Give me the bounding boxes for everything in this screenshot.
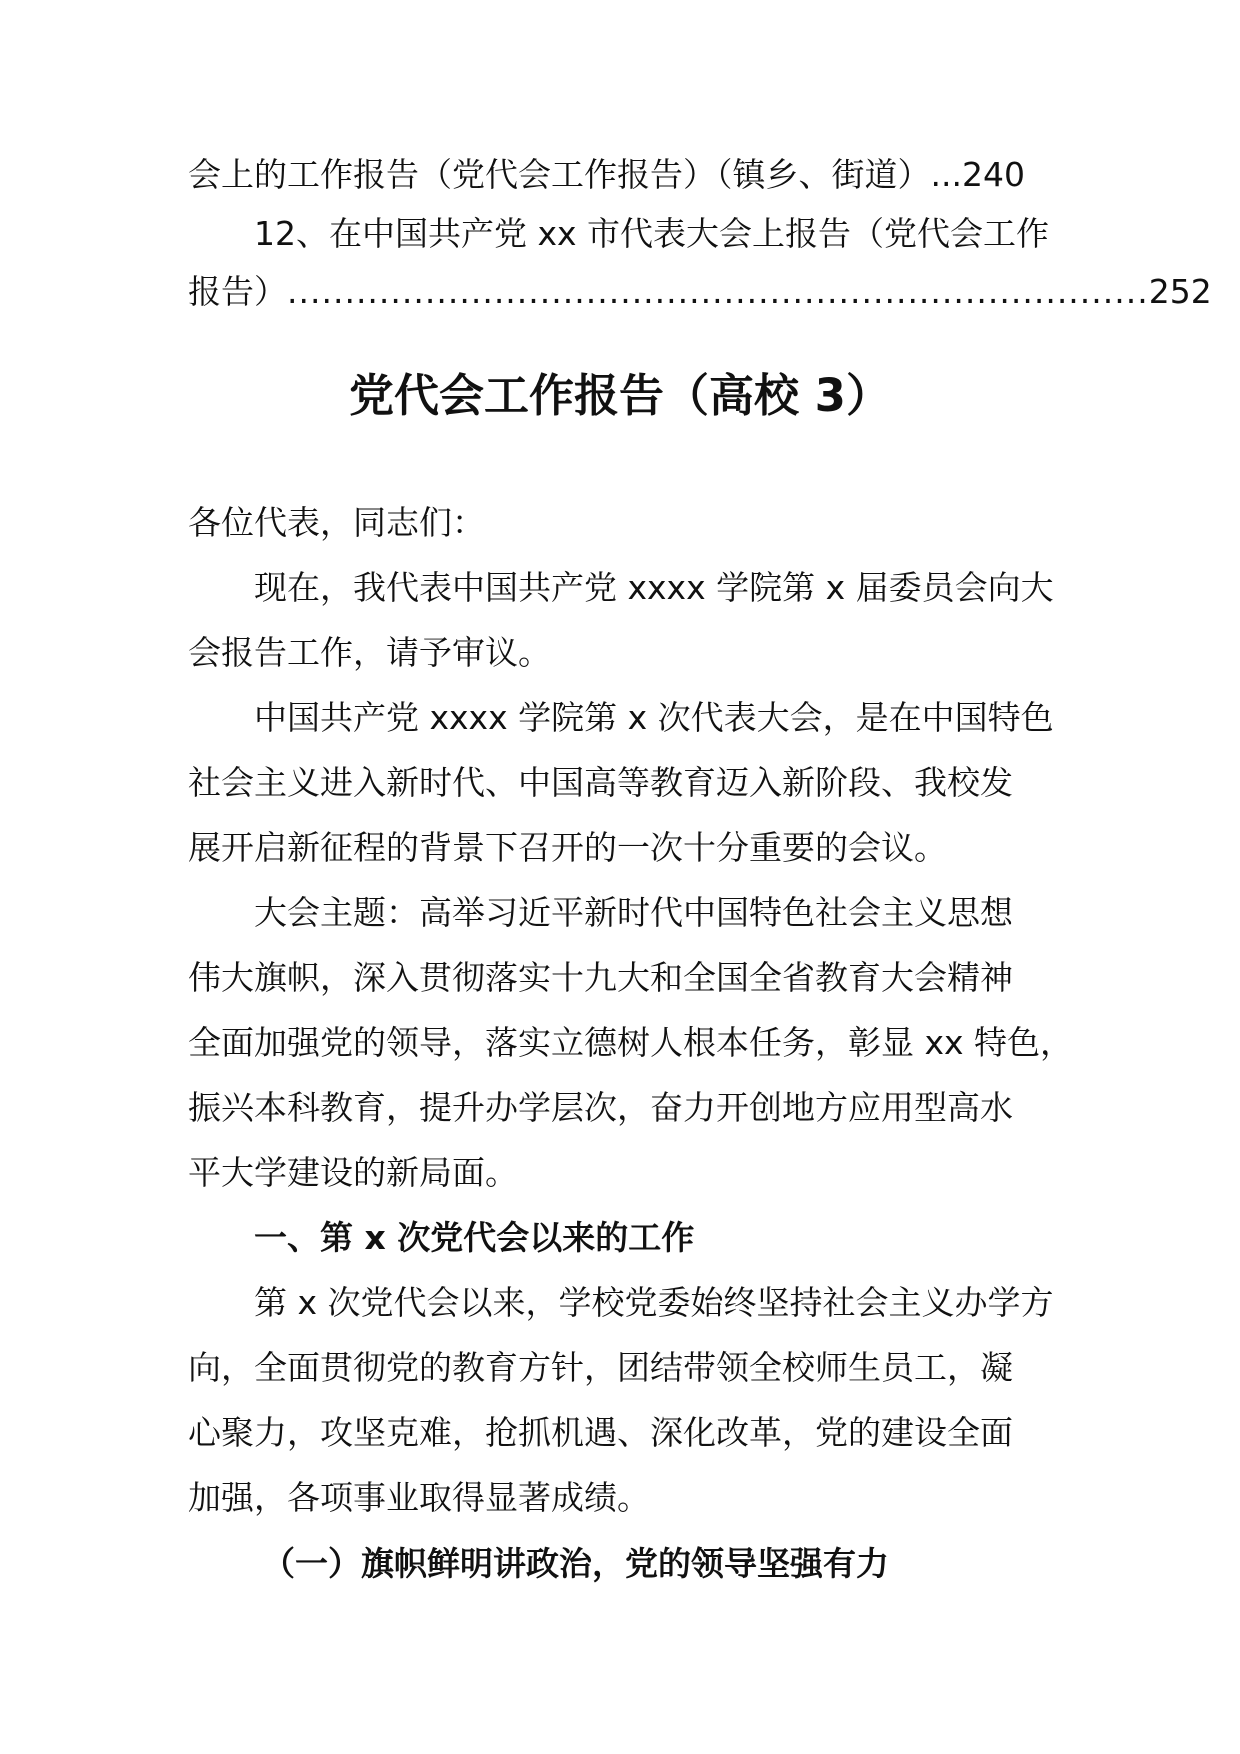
paragraph-3-line-2: 伟大旗帜，深入贯彻落实十九大和全国全省教育大会精神 xyxy=(188,958,1013,997)
paragraph-2-line-1: 中国共产党 xxxx 学院第 x 次代表大会，是在中国特色 xyxy=(254,698,1054,737)
toc-entry-11-leader: ... xyxy=(930,155,962,194)
paragraph-2-line-3: 展开启新征程的背景下召开的一次十分重要的会议。 xyxy=(188,828,947,867)
paragraph-3-line-5: 平大学建设的新局面。 xyxy=(188,1153,518,1192)
paragraph-3-line-4: 振兴本科教育，提升办学层次，奋力开创地方应用型高水 xyxy=(188,1088,1013,1127)
toc-entry-11[interactable] xyxy=(188,153,1054,197)
toc-entry-11-page: 240 xyxy=(961,155,1025,194)
toc-entry-12-text: 报告） xyxy=(188,272,287,311)
paragraph-4-line-2: 向，全面贯彻党的教育方针，团结带领全校师生员工，凝 xyxy=(188,1348,1013,1387)
salutation: 各位代表，同志们： xyxy=(188,503,485,542)
document-title: 党代会工作报告（高校 3） xyxy=(349,369,891,422)
section-heading-1: 一、第 x 次党代会以来的工作 xyxy=(254,1218,695,1257)
paragraph-4-line-1: 第 x 次党代会以来，学校党委始终坚持社会主义办学方 xyxy=(254,1283,1054,1322)
paragraph-3-line-3: 全面加强党的领导，落实立德树人根本任务，彰显 xx 特色， xyxy=(188,1023,1074,1062)
paragraph-2-line-2: 社会主义进入新时代、中国高等教育迈入新阶段、我校发 xyxy=(188,763,1013,802)
toc-entry-12-line1[interactable]: 12、在中国共产党 xx 市代表大会上报告（党代会工作 xyxy=(254,214,1050,253)
toc-entry-12[interactable] xyxy=(188,270,1212,314)
paragraph-4-line-3: 心聚力，攻坚克难，抢抓机遇、深化改革，党的建设全面 xyxy=(188,1413,1013,1452)
paragraph-3-line-1: 大会主题：高举习近平新时代中国特色社会主义思想 xyxy=(254,893,1013,932)
toc-entry-12-page: 252 xyxy=(1148,272,1212,311)
toc-entry-12-leader: ........................................................................... xyxy=(287,272,1149,311)
paragraph-1-line-1: 现在，我代表中国共产党 xxxx 学院第 x 届委员会向大 xyxy=(254,568,1054,607)
toc-entry-11-text: 会上的工作报告（党代会工作报告）（镇乡、街道） xyxy=(188,155,931,194)
paragraph-4-line-4: 加强，各项事业取得显著成绩。 xyxy=(188,1478,650,1517)
subsection-heading-1: （一）旗帜鲜明讲政治，党的领导坚强有力 xyxy=(262,1544,889,1583)
paragraph-1-line-2: 会报告工作，请予审议。 xyxy=(188,633,551,672)
